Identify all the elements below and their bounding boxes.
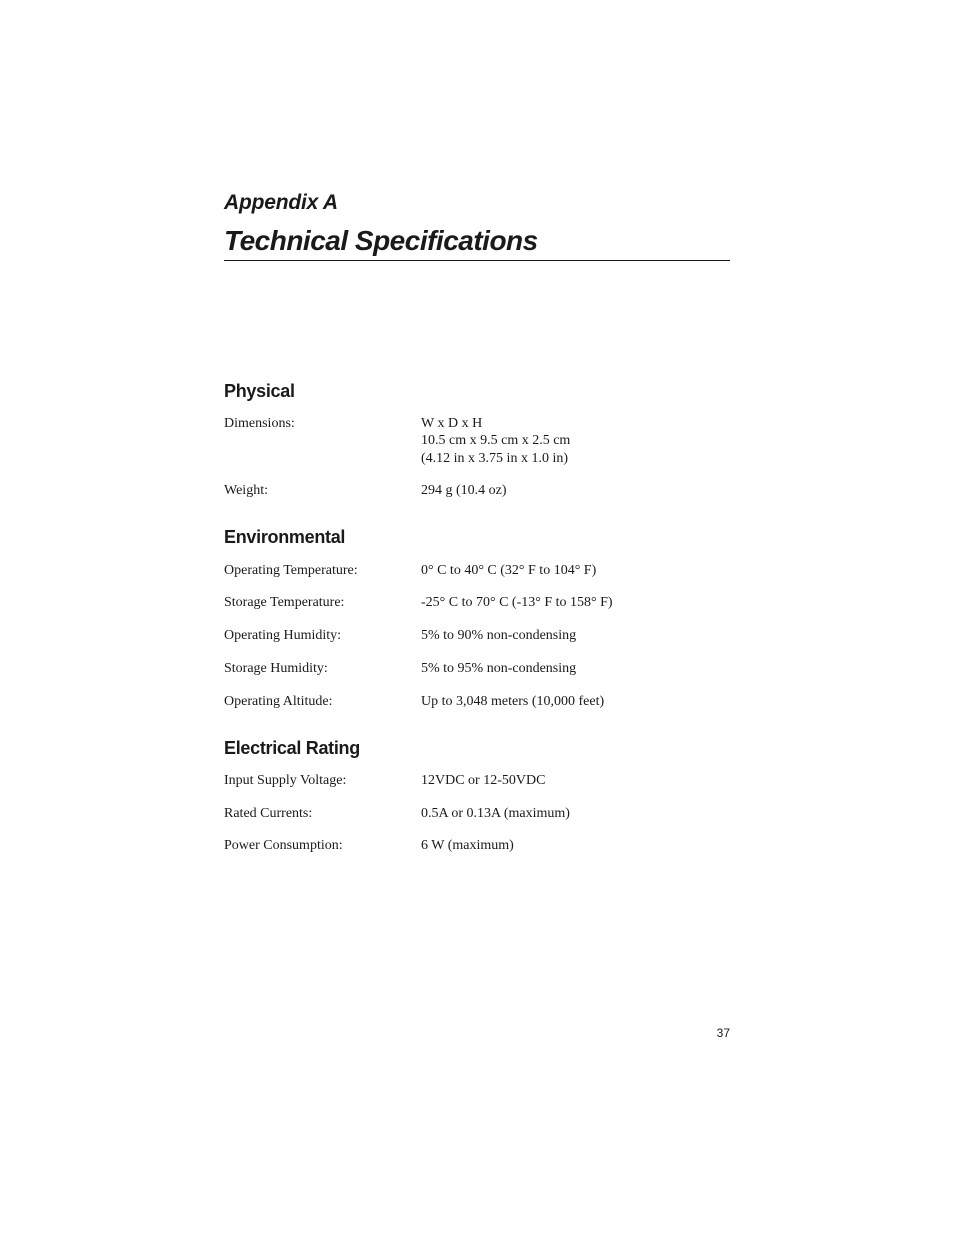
- appendix-label: Appendix A: [224, 191, 338, 214]
- spec-value-dimensions-line-2: 10.5 cm x 9.5 cm x 2.5 cm: [421, 433, 571, 448]
- spec-label-operating-altitude: Operating Altitude:: [224, 694, 333, 709]
- spec-value-dimensions-line-3: (4.12 in x 3.75 in x 1.0 in): [421, 451, 568, 466]
- spec-value-operating-altitude: Up to 3,048 meters (10,000 feet): [421, 694, 605, 709]
- section-heading-environmental: Environmental: [224, 527, 346, 547]
- spec-label-storage-temperature: Storage Temperature:: [224, 595, 345, 610]
- spec-label-power-consumption: Power Consumption:: [224, 838, 343, 853]
- spec-label-operating-temperature: Operating Temperature:: [224, 563, 358, 578]
- section-heading-electrical-rating: Electrical Rating: [224, 738, 360, 758]
- spec-value-rated-currents: 0.5A or 0.13A (maximum): [421, 806, 570, 821]
- spec-label-weight: Weight:: [224, 483, 268, 498]
- spec-value-dimensions-line-1: W x D x H: [421, 416, 483, 431]
- spec-value-input-supply-voltage: 12VDC or 12-50VDC: [421, 773, 546, 788]
- spec-label-dimensions: Dimensions:: [224, 416, 295, 431]
- title-divider: [224, 260, 730, 261]
- spec-label-storage-humidity: Storage Humidity:: [224, 661, 328, 676]
- page-number: 37: [716, 1026, 730, 1040]
- spec-label-rated-currents: Rated Currents:: [224, 806, 313, 821]
- section-heading-physical: Physical: [224, 381, 295, 401]
- spec-value-storage-humidity: 5% to 95% non-condensing: [421, 661, 577, 676]
- spec-value-storage-temperature: -25° C to 70° C (-13° F to 158° F): [421, 595, 613, 610]
- page-title: Technical Specifications: [224, 225, 538, 256]
- spec-label-operating-humidity: Operating Humidity:: [224, 628, 342, 643]
- chapter-header: [224, 188, 730, 260]
- spec-value-operating-humidity: 5% to 90% non-condensing: [421, 628, 577, 643]
- spec-value-weight: 294 g (10.4 oz): [421, 483, 507, 498]
- spec-label-input-supply-voltage: Input Supply Voltage:: [224, 773, 347, 788]
- spec-value-power-consumption: 6 W (maximum): [421, 838, 514, 853]
- spec-value-operating-temperature: 0° C to 40° C (32° F to 104° F): [421, 563, 597, 578]
